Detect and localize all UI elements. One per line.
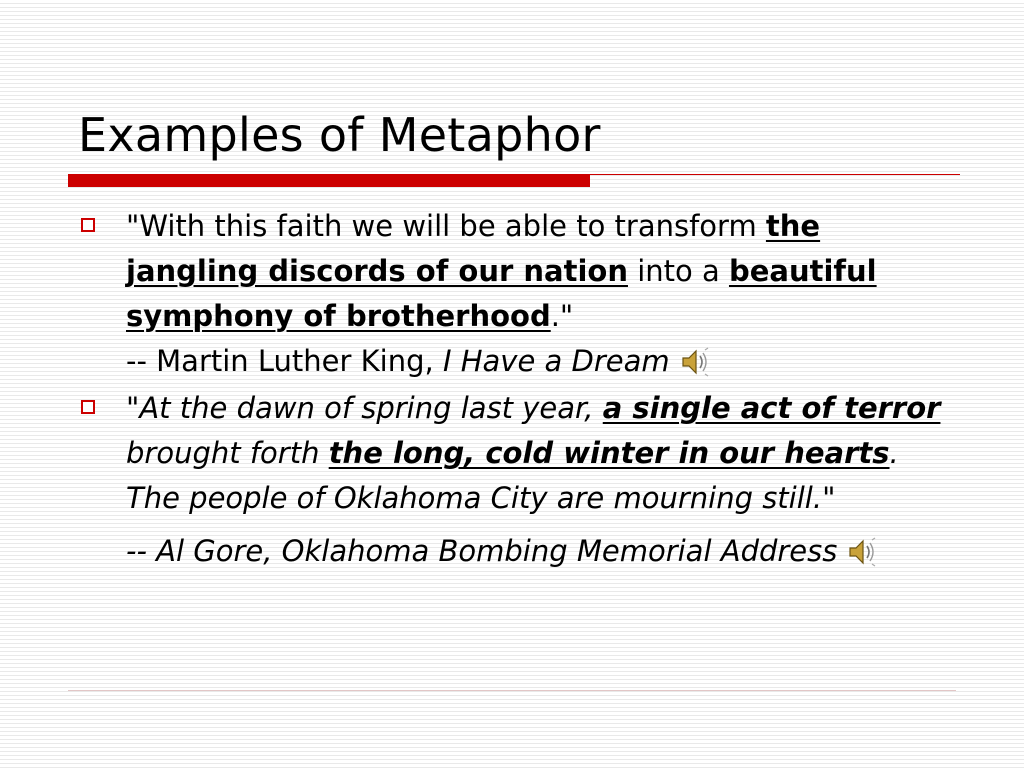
bullet-gore <box>78 386 958 574</box>
title-underline-thick <box>68 174 590 187</box>
quote-text: into a <box>627 254 729 288</box>
quote-text: . The people of Oklahoma City are mourning still." <box>126 436 899 515</box>
metaphor-highlight: the jangling discords of our nation <box>126 209 821 288</box>
slide-content <box>78 204 958 574</box>
attribution-gore <box>126 529 958 574</box>
attribution-title: I Have a Dream <box>442 344 670 378</box>
slide-title: Examples of Metaphor <box>78 108 601 162</box>
quote-text: "At the dawn of spring last year, <box>126 391 603 425</box>
bullet-mlk <box>78 204 958 384</box>
quote-text: brought forth <box>126 436 329 470</box>
square-bullet-icon <box>81 218 95 232</box>
metaphor-highlight: beautiful symphony of brotherhood <box>126 254 877 333</box>
speaker-icon[interactable] <box>845 535 879 569</box>
quote-mlk <box>126 204 958 384</box>
quote-gore <box>126 386 958 521</box>
title-underline-thin <box>590 174 960 175</box>
metaphor-highlight: the long, cold winter in our hearts <box>328 436 890 470</box>
attribution-text: -- Al Gore, Oklahoma Bombing Memorial Address <box>126 534 838 568</box>
speaker-icon[interactable] <box>678 345 712 379</box>
footer-divider <box>68 690 956 691</box>
quote-text: ." <box>550 299 574 333</box>
square-bullet-icon <box>81 400 95 414</box>
attribution-author: -- Martin Luther King, <box>126 344 443 378</box>
metaphor-highlight: a single act of terror <box>602 391 941 425</box>
quote-text: "With this faith we will be able to transform <box>126 209 766 243</box>
